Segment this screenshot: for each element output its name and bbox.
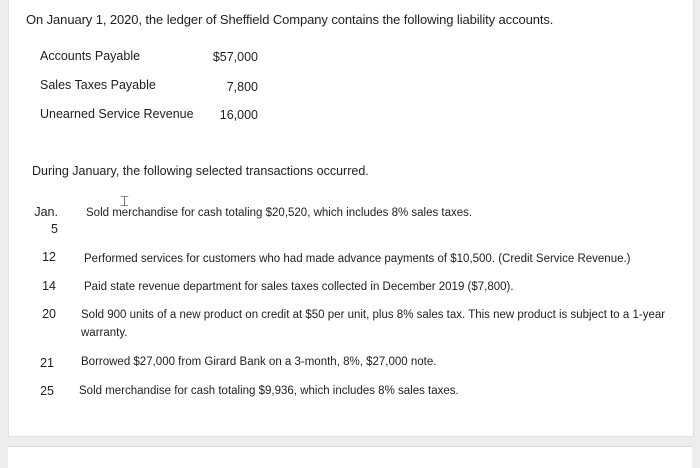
bottom-strip xyxy=(8,446,692,468)
transaction-day-25: 25 xyxy=(40,384,54,398)
transaction-text-12: Performed services for customers who had made advance payments of $10,500. (Credit Service Revenue.) xyxy=(84,253,631,265)
account-name-sales-taxes-payable: Sales Taxes Payable xyxy=(40,78,156,92)
transaction-month: Jan. xyxy=(34,205,58,219)
text-cursor-icon: ⌶ xyxy=(120,192,130,210)
transaction-day-12: 12 xyxy=(42,250,56,264)
transaction-day-21: 21 xyxy=(40,356,54,370)
transaction-day-5: 5 xyxy=(51,222,58,236)
transactions-intro: During January, the following selected transactions occurred. xyxy=(32,164,369,178)
transaction-text-20: Sold 900 units of a new product on credit at $50 per unit, plus 8% sales tax. This new product is subject to a 1-year warranty. xyxy=(81,309,666,339)
transaction-day-14: 14 xyxy=(42,279,56,293)
transaction-text-5: Sold merchandise for cash totaling $20,520, which includes 8% sales taxes. xyxy=(86,207,473,219)
account-name-accounts-payable: Accounts Payable xyxy=(40,49,141,63)
transaction-day-20: 20 xyxy=(42,307,56,321)
intro-text: On January 1, 2020, the ledger of Sheffield Company contains the following liability accounts. xyxy=(26,12,554,27)
transaction-text-21: Borrowed $27,000 from Girard Bank on a 3-month, 8%, $27,000 note. xyxy=(81,356,437,368)
transaction-text-25: Sold merchandise for cash totaling $9,936, which includes 8% sales taxes. xyxy=(79,385,459,397)
account-amount-accounts-payable: $57,000 xyxy=(212,50,258,64)
account-name-unearned-service-revenue: Unearned Service Revenue xyxy=(40,107,194,121)
account-amount-unearned-service-revenue: 16,000 xyxy=(219,108,258,122)
account-amount-sales-taxes-payable: 7,800 xyxy=(226,80,258,94)
transaction-text-14: Paid state revenue department for sales taxes collected in December 2019 ($7,800). xyxy=(84,281,514,293)
